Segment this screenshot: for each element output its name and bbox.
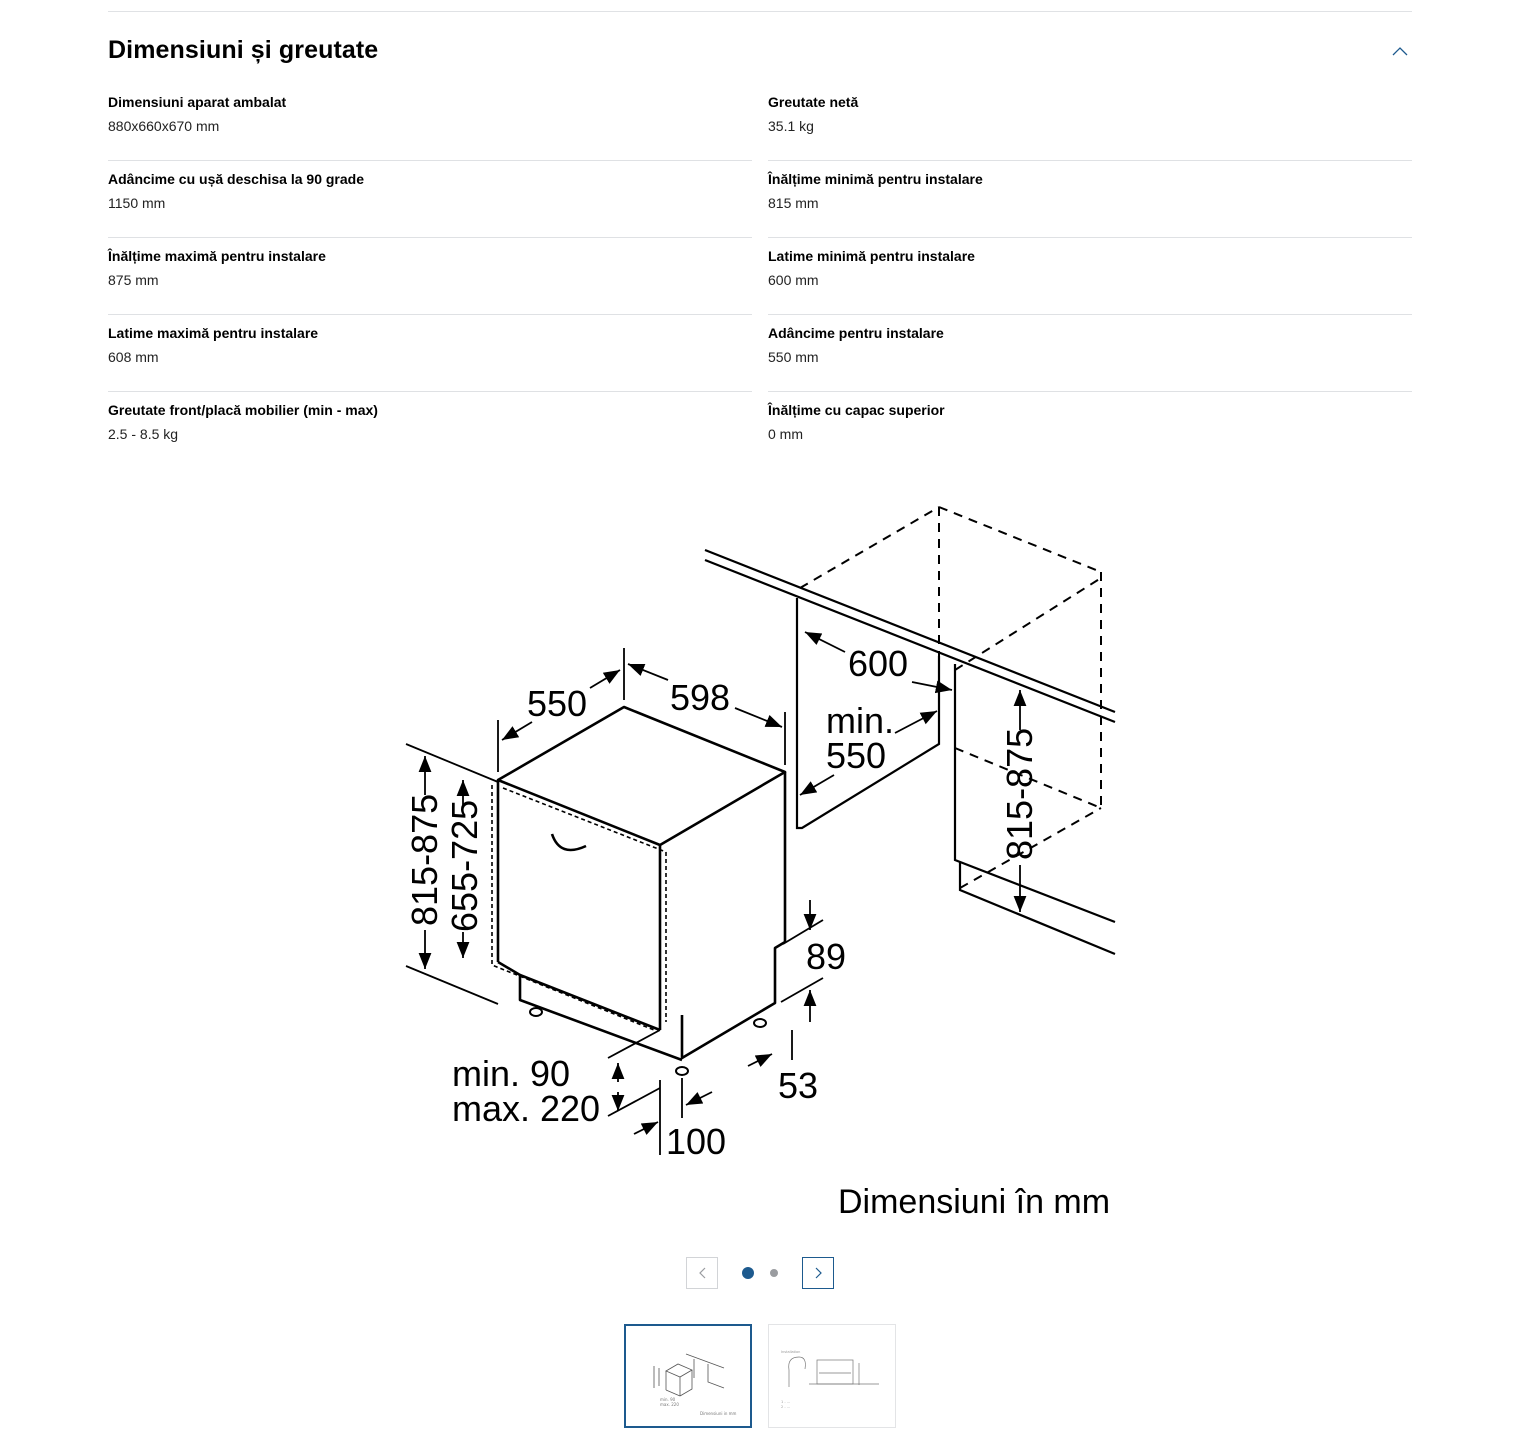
spec-value: 35.1 kg — [768, 118, 814, 134]
spec-min-install-width — [768, 238, 1412, 315]
specs-grid — [108, 84, 1412, 469]
spec-label: Greutate front/placă mobilier (min - max) — [108, 402, 378, 418]
chevron-right-icon — [803, 1258, 833, 1288]
section-top-divider — [108, 11, 1412, 12]
svg-text:min. 90: min. 90 — [660, 1397, 676, 1402]
carousel-prev-button[interactable] — [686, 1257, 718, 1289]
spec-value: 815 mm — [768, 195, 819, 211]
svg-text:2 - ...: 2 - ... — [781, 1405, 791, 1409]
carousel-dot-2[interactable] — [770, 1269, 778, 1277]
spec-min-install-height — [768, 161, 1412, 238]
spec-label: Înălțime minimă pentru instalare — [768, 171, 983, 187]
spec-value: 608 mm — [108, 349, 159, 365]
dim-depth-label: 550 — [527, 683, 588, 724]
spec-label: Adâncime cu ușă deschisa la 90 grade — [108, 171, 365, 187]
spec-height-with-top — [768, 392, 1412, 469]
spec-packaged-dimensions — [108, 84, 752, 161]
svg-text:Dimensiuni in mm: Dimensiuni in mm — [700, 1411, 737, 1416]
collapse-section-button[interactable] — [1388, 40, 1412, 64]
spec-label: Dimensiuni aparat ambalat — [108, 94, 287, 110]
niche-outline — [705, 550, 1115, 954]
dim-niche-depth-label: 550 — [826, 735, 887, 776]
thumbnail-image — [626, 1326, 750, 1426]
spec-label: Înălțime maximă pentru instalare — [108, 248, 326, 264]
thumbnail-dimensions-drawing[interactable] — [624, 1324, 752, 1428]
spec-label: Latime minimă pentru instalare — [768, 248, 975, 264]
dim-door-height-label: 655-725 — [444, 799, 485, 932]
dim-plinth-label: 89 — [806, 936, 847, 977]
dim-width-label: 598 — [670, 677, 731, 718]
door-panel-dashed — [492, 785, 666, 1030]
svg-text:max. 220: max. 220 — [660, 1402, 679, 1407]
spec-value: 1150 mm — [108, 195, 166, 211]
spec-depth-door-open — [108, 161, 752, 238]
thumbnail-installation-drawing[interactable] — [768, 1324, 896, 1428]
drawing-caption: Dimensiuni în mm — [838, 1183, 1111, 1221]
spec-value: 600 mm — [768, 272, 819, 288]
chevron-left-icon — [687, 1258, 717, 1288]
spec-label: Înălțime cu capac superior — [768, 402, 945, 418]
spec-label: Latime maximă pentru instalare — [108, 325, 319, 341]
dim-niche-height-label: 815-875 — [999, 727, 1040, 860]
spec-net-weight — [768, 84, 1412, 161]
dim-feet-width-label: 100 — [666, 1121, 727, 1162]
carousel-next-button[interactable] — [802, 1257, 834, 1289]
spec-label: Adâncime pentru instalare — [768, 325, 944, 341]
spec-front-panel-weight — [108, 392, 752, 469]
svg-text:1 - ...: 1 - ... — [781, 1400, 791, 1404]
image-carousel-controls — [686, 1257, 834, 1290]
spec-label: Greutate netă — [768, 94, 859, 110]
spec-value: 550 mm — [768, 349, 819, 365]
dim-niche-depth-prefix: min. — [826, 700, 895, 741]
spec-value: 2.5 - 8.5 kg — [108, 426, 179, 442]
chevron-up-icon — [1388, 40, 1412, 64]
spec-max-install-width — [108, 315, 752, 392]
dim-plinth-offset-label: 53 — [778, 1065, 819, 1106]
dim-feet-min-label: min. 90 — [452, 1053, 571, 1094]
dim-niche-width-label: 600 — [848, 643, 909, 684]
spec-value: 875 mm — [108, 272, 159, 288]
spec-max-install-height — [108, 238, 752, 315]
dim-height-range-label: 815-875 — [404, 793, 445, 926]
appliance-outline — [498, 707, 785, 1060]
svg-text:Installation: Installation — [781, 1350, 801, 1354]
spec-value: 880x660x670 mm — [108, 118, 220, 134]
dim-feet-max-label: max. 220 — [452, 1088, 601, 1129]
carousel-dot-1[interactable] — [742, 1267, 754, 1279]
dimension-drawing — [380, 490, 1140, 1230]
spec-value: 0 mm — [768, 426, 803, 442]
section-title: Dimensiuni și greutate — [108, 36, 379, 64]
thumbnail-image — [769, 1325, 895, 1427]
spec-install-depth — [768, 315, 1412, 392]
